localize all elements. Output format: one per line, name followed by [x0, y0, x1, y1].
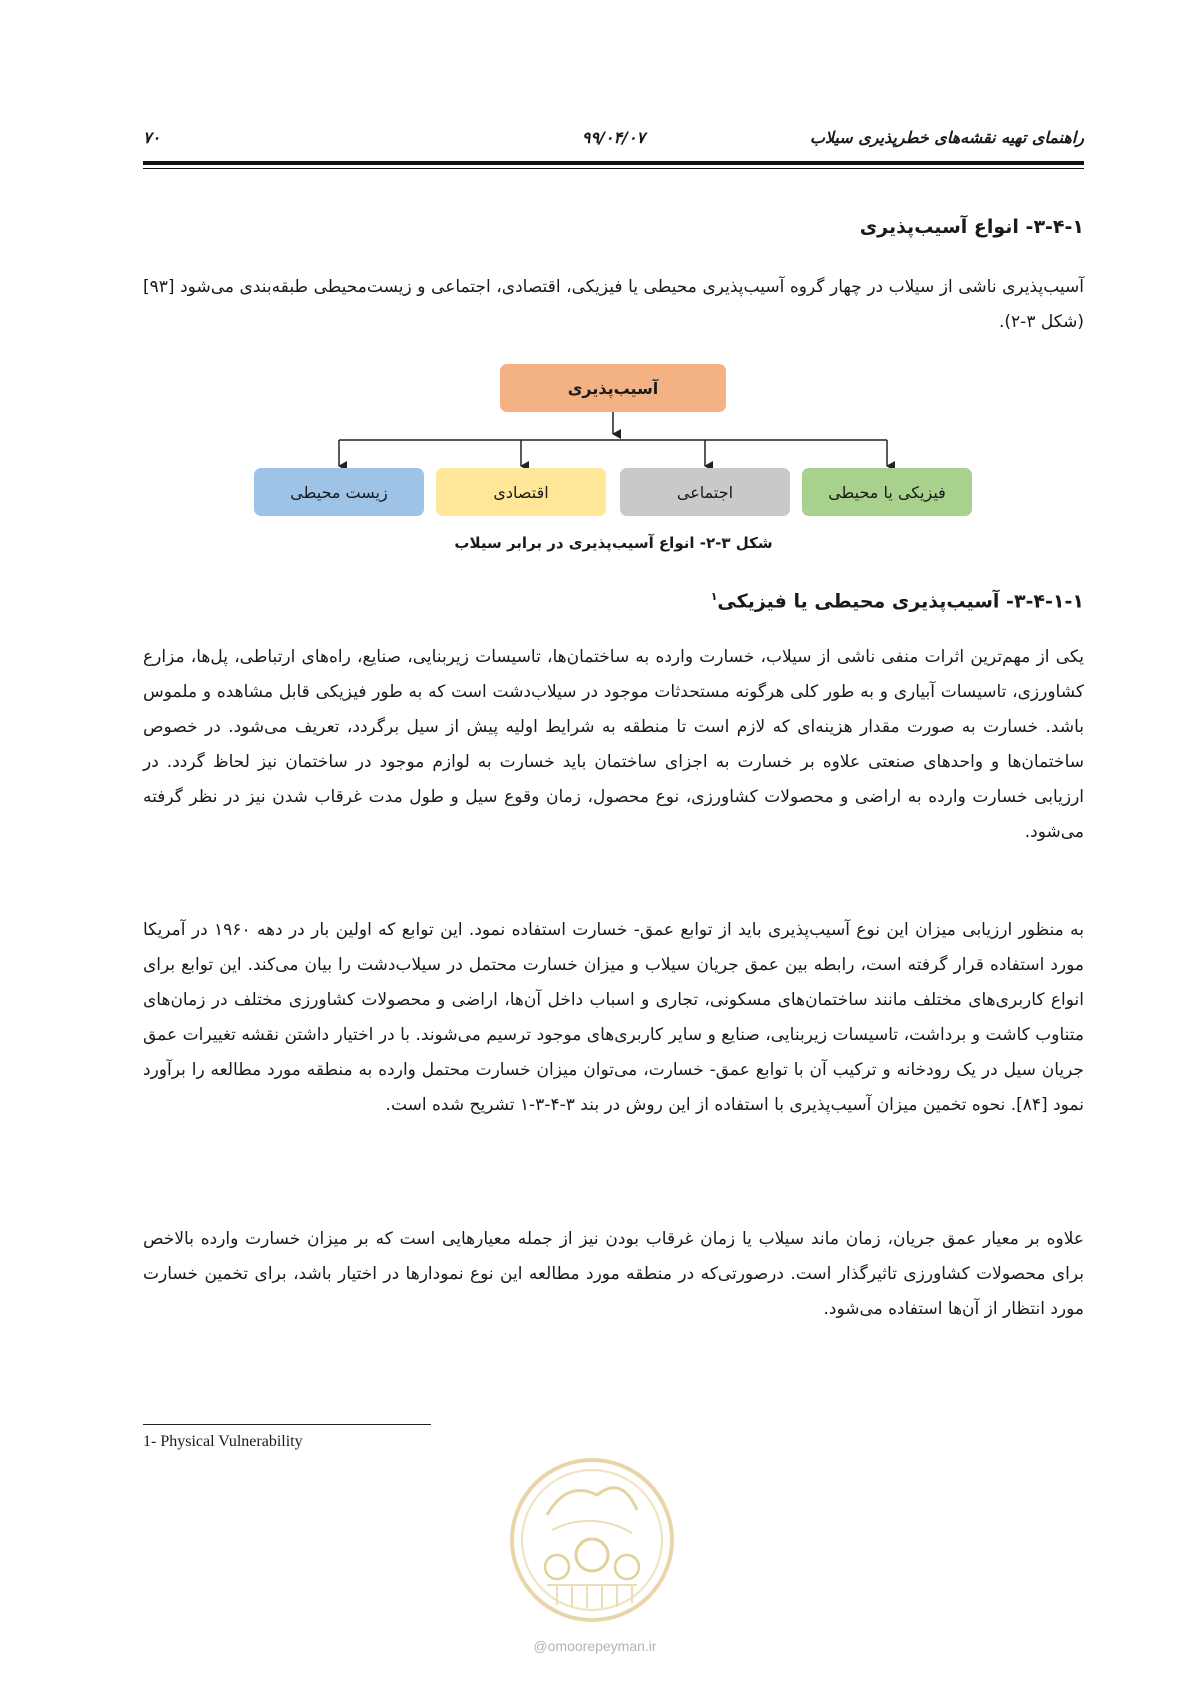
body-paragraph-2: به منظور ارزیابی میزان این نوع آسیب‌پذیری باید از توابع عمق- خسارت استفاده نمود. این توابع که اولین بار در دهه ۱۹۶۰ در آمریکا مورد استفاده قرار گرفته است، رابطه بین عمق جریان سیلاب و میزان خسارت محتمل در سیلاب‌دشت را بیان می‌کند. این توابع برای انواع کاربری‌های مختلف مانند ساختمان‌های مسکونی، تجاری و اسباب داخل آن‌ها، اراضی و محصولات کشاورزی مختلف در زمان‌های متناوب کاشت و برداشت، تاسیسات زیربنایی، صنایع و سایر کاربری‌های موجود ترسیم می‌شوند. با در اختیار داشتن نقشه تغییرات عمق جریان سیل در یک رودخانه و ترکیب آن با توابع عمق- خسارت، می‌توان میزان خسارت محتمل وارده به منطقه مورد مطالعه را برآورد نمود [۸۴]. نحوه تخمین میزان آسیب‌پذیری با استفاده از این روش در بند ۳-۴-۳-۱ تشریح شده است. — [143, 920, 1084, 1115]
header-rule-thick — [143, 161, 1084, 165]
body-paragraph-3: علاوه بر معیار عمق جریان، زمان ماند سیلاب یا زمان غرقاب بودن نیز از جمله معیارهایی است که بر میزان خسارت وارده بالاخص برای محصولات کشاورزی تاثیرگذار است. درصورتی‌که در منطقه مورد مطالعه این نوع نمودارها در اختیار باشد، برای تخمین خسارت مورد انتظار از آن‌ها استفاده می‌شود. — [143, 1229, 1084, 1319]
diagram-box-social: اجتماعی — [620, 468, 790, 516]
section-heading-physical-vulnerability — [711, 590, 1084, 612]
body-paragraph-1: یکی از مهم‌ترین اثرات منفی ناشی از سیلاب، خسارت وارده به ساختمان‌ها، تاسیسات زیربنایی، صنایع، راه‌های ارتباطی، پل‌ها، مزارع کشاورزی، تاسیسات آبیاری و به طور کلی هرگونه مستحدثات موجود در سیلاب‌دشت است که به طور فیزیکی قابل مشاهده و ملموس باشد. خسارت به صورت مقدار هزینه‌ای که لازم است تا منطقه به شرایط اولیه پیش از سیل برگردد، تعریف می‌شود. در خصوص ساختمان‌ها و واحدهای صنعتی علاوه بر خسارت به اجزای ساختمان باید خسارت به لوازم موجود در ساختمان نیز لحاظ گردد. در ارزیابی خسارت وارده به اراضی و محصولات کشاورزی، نوع محصول، زمان وقوع سیل و طول مدت غرقاب شدن نیز در نظر گرفته می‌شود. — [143, 647, 1084, 842]
footnote-text: 1- Physical Vulnerability — [143, 1433, 303, 1450]
header-rule-thin — [143, 168, 1084, 169]
diagram-box-environmental: زیست محیطی — [254, 468, 424, 516]
header-title: راهنمای تهیه نقشه‌های خطرپذیری سیلاب — [809, 128, 1084, 147]
section-heading-vulnerability-types: ۳-۴-۱- انواع آسیب‌پذیری — [859, 216, 1084, 238]
diagram-root-box: آسیب‌پذیری — [500, 364, 726, 412]
header-date: ۹۹/۰۴/۰۷ — [581, 128, 646, 147]
figure-caption: شکل ۳-۲- انواع آسیب‌پذیری در برابر سیلاب — [454, 534, 773, 552]
physical-heading-text: ۳-۴-۱-۱- آسیب‌پذیری محیطی یا فیزیکی — [717, 590, 1084, 613]
watermark-logo-icon — [507, 1455, 677, 1625]
diagram-box-economic: اقتصادی — [436, 468, 606, 516]
intro-paragraph: آسیب‌پذیری ناشی از سیلاب در چهار گروه آسیب‌پذیری محیطی یا فیزیکی، اقتصادی، اجتماعی و زیست‌محیطی طبقه‌بندی می‌شود [۹۳] (شکل ۳-۲). — [143, 277, 1084, 332]
watermark-site: @omoorepeyman.ir — [533, 1638, 657, 1654]
page-number: ۷۰ — [143, 128, 161, 147]
footnote-rule — [143, 1424, 431, 1425]
footnote-marker: ۱ — [710, 590, 718, 603]
diagram-box-physical: فیزیکی یا محیطی — [802, 468, 972, 516]
page-header — [143, 128, 1084, 154]
